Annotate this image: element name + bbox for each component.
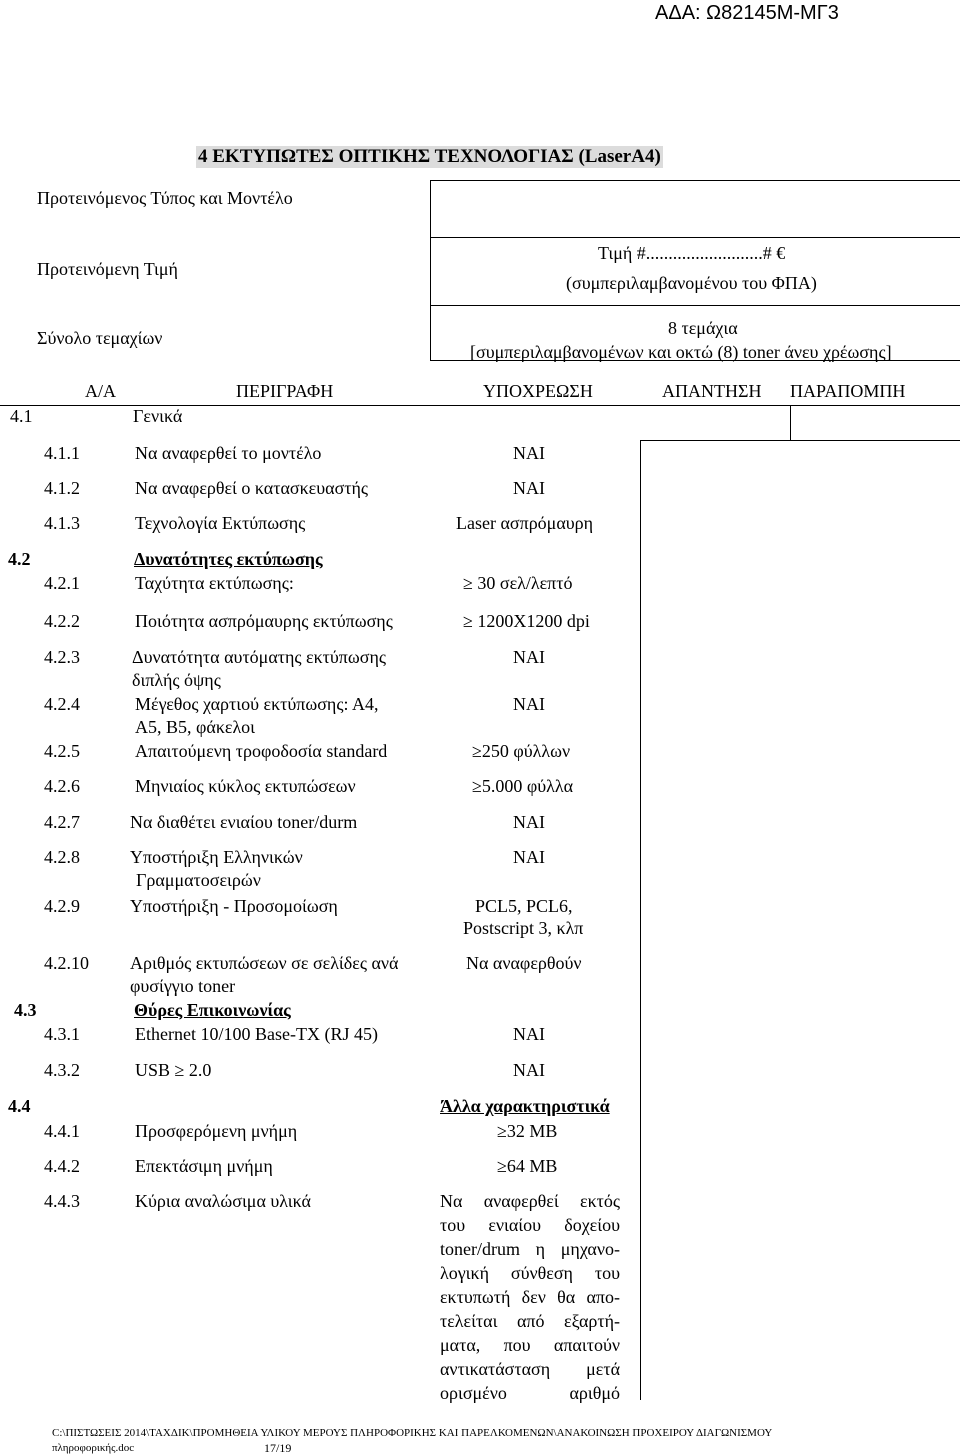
row-req-line: λογική σύνθεση του (440, 1263, 620, 1283)
row-num: 4.2.10 (44, 953, 89, 973)
row-req: ΝΑΙ (513, 478, 545, 498)
row-req-line: τελείται από εξαρτή- (440, 1311, 620, 1331)
row-req-line: εκτυπωτή δεν θα απο- (440, 1287, 620, 1307)
row-num: 4.2.6 (44, 776, 80, 796)
section-4-1-title: Γενικά (133, 406, 183, 426)
row-desc: Προσφερόμενη μνήμη (135, 1121, 298, 1141)
row-req: Να αναφερθούν (466, 953, 582, 973)
row-num: 4.2.8 (44, 847, 80, 867)
price-vat-note: (συμπεριλαμβανομένου του ΦΠΑ) (566, 273, 817, 293)
section-4-2-title: Δυνατότητες εκτύπωσης (134, 549, 323, 569)
row-num: 4.4.2 (44, 1156, 80, 1176)
row-req-line: ορισμένο αριθμό (440, 1383, 620, 1403)
row-desc: Να αναφερθεί ο κατασκευαστής (135, 478, 369, 498)
quantity-value: 8 τεμάχια (668, 318, 738, 338)
row-num: 4.2.9 (44, 896, 80, 916)
section-4-3-title: Θύρες Επικοινωνίας (134, 1000, 291, 1020)
section-4-4-title: Άλλα χαρακτηριστικά (440, 1096, 610, 1116)
row-desc-cont: φυσίγγιο toner (130, 976, 236, 996)
section-title: 4 ΕΚΤΥΠΩΤΕΣ ΟΠΤΙΚΗΣ ΤΕΧΝΟΛΟΓΙΑΣ (LaserA4) (198, 146, 661, 167)
row-num: 4.4.3 (44, 1191, 80, 1211)
row-num: 4.2.3 (44, 647, 80, 667)
row-req-line: αντικατάσταση μετά (440, 1359, 620, 1379)
row-desc-cont: διπλής όψης (132, 670, 221, 690)
col-requirement: ΥΠΟΧΡΕΩΣΗ (483, 381, 593, 401)
row-req: ≥ 30 σελ/λεπτό (463, 573, 573, 593)
row-num: 4.2.1 (44, 573, 80, 593)
row-desc-cont: Α5, Β5, φάκελοι (135, 717, 256, 737)
row-desc: USB ≥ 2.0 (135, 1060, 212, 1080)
footer-file: πληροφορικής.doc (52, 1442, 135, 1454)
row-num: 4.2.2 (44, 611, 80, 631)
row-req-line: ματα, που απαιτούν (440, 1335, 620, 1355)
row-num: 4.1.3 (44, 513, 80, 533)
row-desc: Επεκτάσιμη μνήμη (135, 1156, 273, 1176)
row-req: ΝΑΙ (513, 1060, 545, 1080)
row-desc: Τεχνολογία Εκτύπωσης (135, 513, 306, 533)
quantity-label: Σύνολο τεμαχίων (37, 328, 163, 348)
row-num: 4.2.4 (44, 694, 80, 714)
row-desc: Δυνατότητα αυτόματης εκτύπωσης (132, 647, 386, 667)
section-4-3-num: 4.3 (14, 1000, 37, 1020)
row-req: ≥5.000 φύλλα (472, 776, 574, 796)
row-desc: Ποιότητα ασπρόμαυρης εκτύπωσης (135, 611, 393, 631)
row-num: 4.2.7 (44, 812, 80, 832)
row-desc: Υποστήριξη Ελληνικών (130, 847, 303, 867)
row-desc: Μηνιαίος κύκλος εκτυπώσεων (135, 776, 356, 796)
row-num: 4.4.1 (44, 1121, 80, 1141)
row-desc-cont: Γραμματοσειρών (136, 870, 261, 890)
price-value: Τιμή #..........................# € (598, 243, 786, 263)
price-label: Προτεινόμενη Τιμή (37, 259, 178, 279)
row-req: ≥250 φύλλων (472, 741, 571, 761)
row-req-line: του ενιαίου δοχείου (440, 1215, 620, 1235)
row-desc: Να διαθέτει ενιαίου toner/durm (130, 812, 358, 832)
row-num: 4.3.2 (44, 1060, 80, 1080)
quantity-note: [συμπεριλαμβανομένων και οκτώ (8) toner άνευ χρέωσης] (470, 342, 892, 362)
section-4-1-num: 4.1 (10, 406, 33, 426)
row-req: ΝΑΙ (513, 443, 545, 463)
page-number: 17/19 (264, 1441, 292, 1455)
section-4-2-num: 4.2 (8, 549, 31, 569)
row-req: ≥ 1200Χ1200 dpi (463, 611, 590, 631)
row-desc: Ταχύτητα εκτύπωσης: (135, 573, 294, 593)
row-req: ΝΑΙ (513, 847, 545, 867)
row-req: ΝΑΙ (513, 694, 545, 714)
row-req: ΝΑΙ (513, 812, 545, 832)
row-req: ≥64 MB (497, 1156, 558, 1176)
doc-code: ΑΔΑ: Ω82145Μ-ΜΓ3 (655, 2, 839, 24)
row-req: ΝΑΙ (513, 647, 545, 667)
row-desc: Μέγεθος χαρτιού εκτύπωσης: Α4, (135, 694, 379, 714)
row-req-line: Να αναφερθεί εκτός (440, 1191, 620, 1211)
row-req: ≥32 MB (497, 1121, 558, 1141)
section-4-4-num: 4.4 (8, 1096, 31, 1116)
row-desc: Να αναφερθεί το μοντέλο (135, 443, 322, 463)
model-label: Προτεινόμενος Τύπος και Μοντέλο (37, 188, 293, 208)
row-req: ΝΑΙ (513, 1024, 545, 1044)
col-reference: ΠΑΡΑΠΟΜΠΗ (790, 381, 906, 401)
row-num: 4.2.5 (44, 741, 80, 761)
row-req: Laser ασπρόμαυρη (456, 513, 594, 533)
row-desc: Υποστήριξη - Προσομοίωση (130, 896, 338, 916)
row-num: 4.1.2 (44, 478, 80, 498)
col-aa: Α/Α (85, 381, 116, 401)
col-description: ΠΕΡΙΓΡΑΦΗ (236, 381, 334, 401)
row-desc: Αριθμός εκτυπώσεων σε σελίδες ανά (130, 953, 399, 973)
row-desc: Κύρια αναλώσιμα υλικά (135, 1191, 311, 1211)
col-answer: ΑΠΑΝΤΗΣΗ (662, 381, 762, 401)
row-req: PCL5, PCL6, (475, 896, 573, 916)
footer-path: C:\ΠΙΣΤΩΣΕΙΣ 2014\ΤΑΧΔΙΚ\ΠΡΟΜΗΘΕΙΑ ΥΛΙΚΟΥ ΜΕΡΟΥΣ ΠΛΗΡΟΦΟΡΙΚΗΣ ΚΑΙ ΠΑΡΕΛΚΟΜΕΝΩΝ\ΑΝΑΚΟΙΝΩΣΗ ΠΡΟΧΕΙΡΟΥ ΔΙΑΓΩΝΙΣΜΟΥ (52, 1427, 773, 1439)
row-req-line: toner/drum η μηχανο- (440, 1239, 620, 1259)
row-num: 4.3.1 (44, 1024, 80, 1044)
row-desc: Απαιτούμενη τροφοδοσία standard (135, 741, 388, 761)
row-req-cont: Postscript 3, κλπ (463, 918, 584, 938)
row-num: 4.1.1 (44, 443, 80, 463)
row-desc: Ethernet 10/100 Base-TX (RJ 45) (135, 1024, 378, 1044)
